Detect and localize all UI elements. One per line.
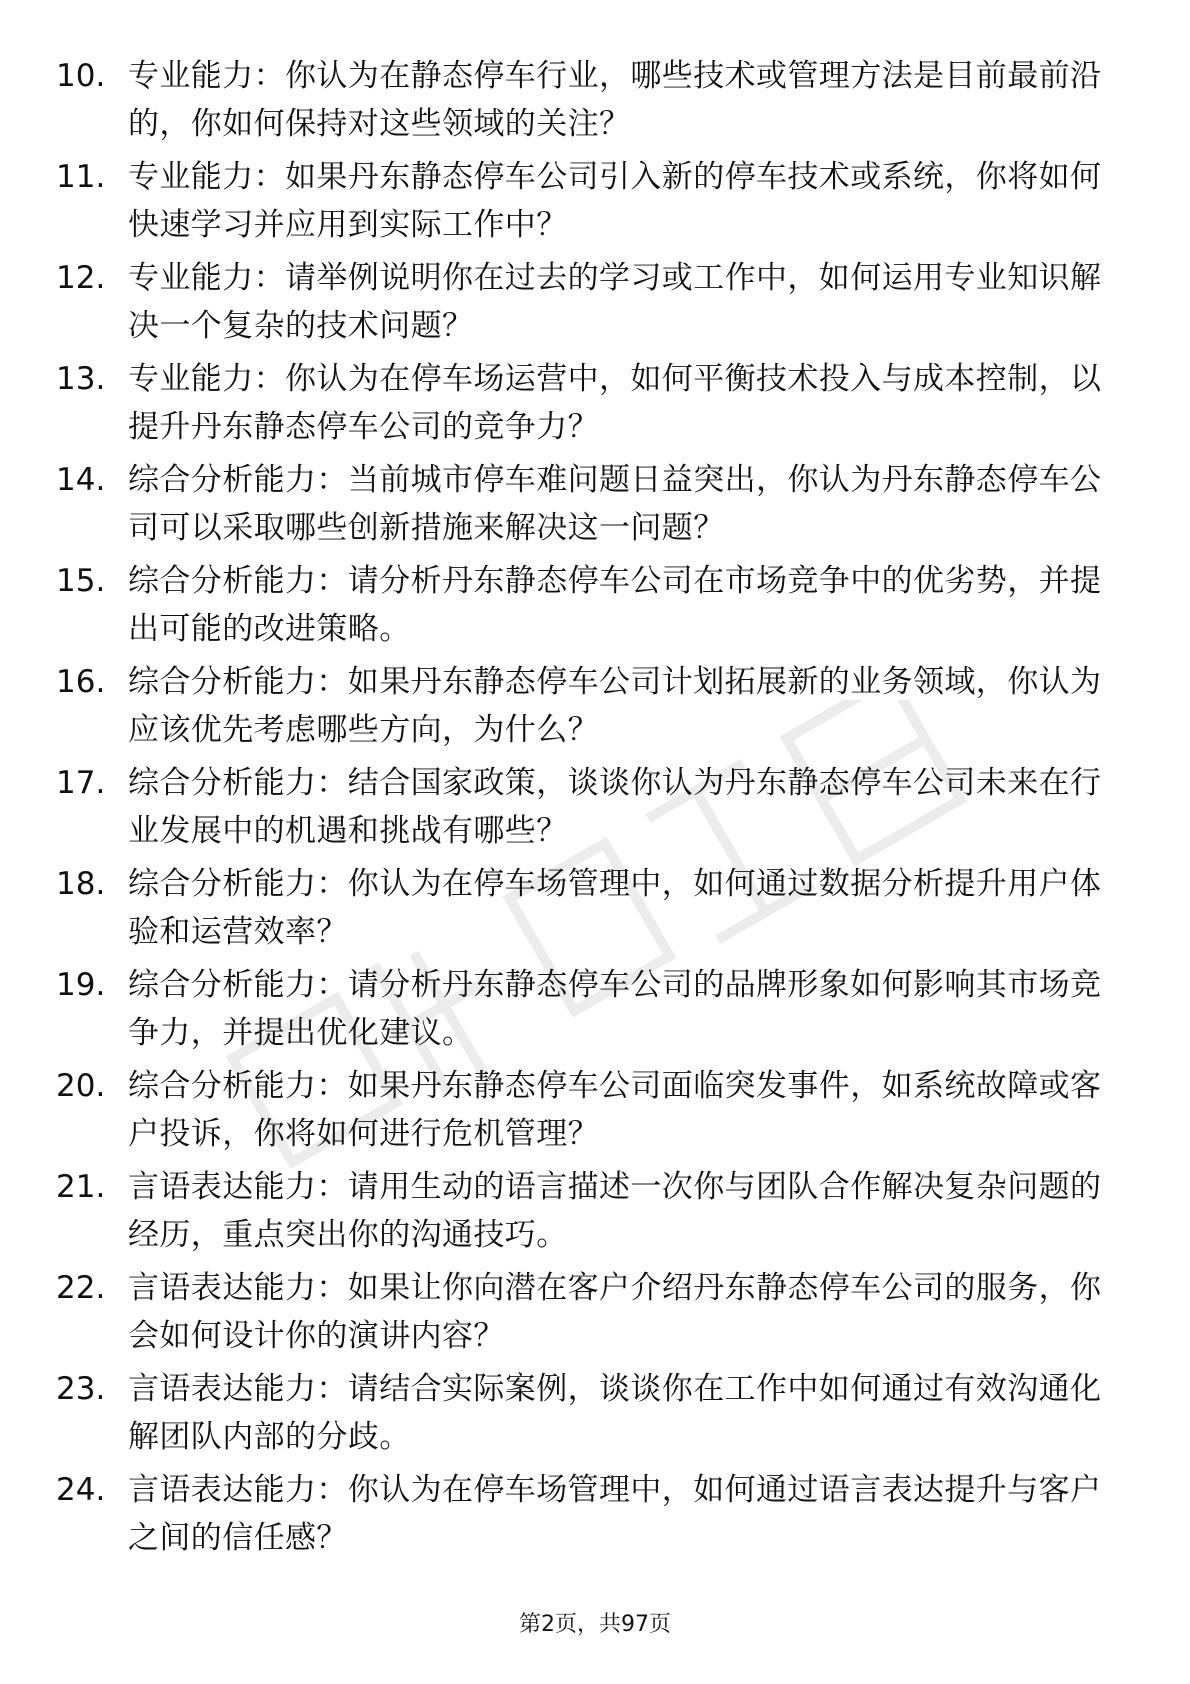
question-text: 综合分析能力：如果丹东静态停车公司面临突发事件，如系统故障或客户投诉，你将如何进行危机管理？ bbox=[128, 1068, 1102, 1152]
question-text: 综合分析能力：请分析丹东静态停车公司的品牌形象如何影响其市场竞争力，并提出优化建议。 bbox=[128, 967, 1102, 1051]
question-item bbox=[56, 1163, 1116, 1264]
question-item bbox=[56, 52, 1116, 153]
question-item bbox=[56, 1264, 1116, 1365]
question-number: 20. bbox=[56, 1068, 106, 1104]
question-number: 24. bbox=[56, 1472, 106, 1508]
question-text: 言语表达能力：请用生动的语言描述一次你与团队合作解决复杂问题的经历，重点突出你的沟通技巧。 bbox=[128, 1169, 1102, 1253]
question-number: 21. bbox=[56, 1169, 106, 1205]
question-text: 专业能力：请举例说明你在过去的学习或工作中，如何运用专业知识解决一个复杂的技术问题？ bbox=[128, 260, 1102, 344]
question-item bbox=[56, 658, 1116, 759]
question-text: 言语表达能力：如果让你向潜在客户介绍丹东静态停车公司的服务，你会如何设计你的演讲内容？ bbox=[128, 1270, 1102, 1354]
question-item bbox=[56, 1062, 1116, 1163]
question-number: 17. bbox=[56, 765, 106, 801]
question-item bbox=[56, 456, 1116, 557]
question-text: 言语表达能力：请结合实际案例，谈谈你在工作中如何通过有效沟通化解团队内部的分歧。 bbox=[128, 1371, 1102, 1455]
question-text: 言语表达能力：你认为在停车场管理中，如何通过语言表达提升与客户之间的信任感？ bbox=[128, 1472, 1102, 1556]
question-number: 15. bbox=[56, 563, 106, 599]
question-item bbox=[56, 153, 1116, 254]
question-item bbox=[56, 759, 1116, 860]
question-number: 16. bbox=[56, 664, 106, 700]
question-text: 综合分析能力：当前城市停车难问题日益突出，你认为丹东静态停车公司可以采取哪些创新措施来解决这一问题？ bbox=[128, 462, 1102, 546]
page-footer: 第2页，共97页 bbox=[519, 1612, 671, 1637]
question-number: 14. bbox=[56, 462, 106, 498]
question-item bbox=[56, 557, 1116, 658]
question-number: 19. bbox=[56, 967, 106, 1003]
question-number: 12. bbox=[56, 260, 106, 296]
question-item bbox=[56, 1466, 1116, 1567]
question-text: 综合分析能力：你认为在停车场管理中，如何通过数据分析提升用户体验和运营效率？ bbox=[128, 866, 1102, 950]
question-item bbox=[56, 1365, 1116, 1466]
question-text: 综合分析能力：结合国家政策，谈谈你认为丹东静态停车公司未来在行业发展中的机遇和挑战有哪些？ bbox=[128, 765, 1102, 849]
question-number: 22. bbox=[56, 1270, 106, 1306]
question-number: 11. bbox=[56, 159, 106, 195]
question-number: 10. bbox=[56, 58, 106, 94]
question-text: 综合分析能力：如果丹东静态停车公司计划拓展新的业务领域，你认为应该优先考虑哪些方向，为什么？ bbox=[128, 664, 1102, 748]
question-number: 13. bbox=[56, 361, 106, 397]
question-text: 综合分析能力：请分析丹东静态停车公司在市场竞争中的优劣势，并提出可能的改进策略。 bbox=[128, 563, 1102, 647]
question-item bbox=[56, 355, 1116, 456]
question-item bbox=[56, 961, 1116, 1062]
question-text: 专业能力：你认为在停车场运营中，如何平衡技术投入与成本控制，以提升丹东静态停车公司的竞争力？ bbox=[128, 361, 1102, 445]
question-item bbox=[56, 860, 1116, 961]
question-item bbox=[56, 254, 1116, 355]
question-text: 专业能力：你认为在静态停车行业，哪些技术或管理方法是目前最前沿的，你如何保持对这些领域的关注？ bbox=[128, 58, 1102, 142]
question-text: 专业能力：如果丹东静态停车公司引入新的停车技术或系统，你将如何快速学习并应用到实际工作中？ bbox=[128, 159, 1102, 243]
question-number: 23. bbox=[56, 1371, 106, 1407]
question-number: 18. bbox=[56, 866, 106, 902]
question-list bbox=[56, 52, 1116, 1567]
